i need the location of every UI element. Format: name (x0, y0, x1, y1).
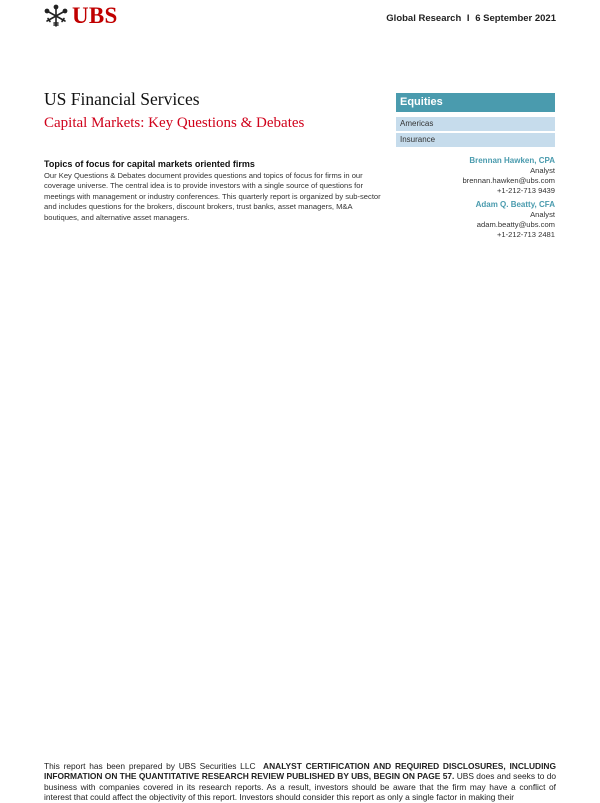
disclaimer-rest: UBS does and seeks to do business with companies covered in its research reports. As a result, investors should be aware that the firm may have a conflict of interest that could affect the objectivity of this report. Investors should consider this report as only a single factor in making their (44, 771, 557, 803)
analyst-role: Analyst (530, 166, 555, 175)
analyst-name: Brennan Hawken, CPA (469, 156, 555, 165)
report-meta (386, 13, 556, 24)
disclaimer-intro: This report has been prepared by UBS Securities LLC (44, 761, 256, 771)
classification-box (396, 93, 555, 147)
analyst-card (395, 155, 555, 196)
analyst-name: Adam Q. Beatty, CFA (475, 200, 555, 209)
analyst-email[interactable]: adam.beatty@ubs.com (476, 220, 555, 229)
classification-heading: Equities (396, 93, 555, 112)
analyst-phone: +1-212-713 2481 (496, 230, 555, 239)
meta-separator: I (466, 13, 470, 24)
ubs-logo (44, 4, 118, 28)
report-date: 6 September 2021 (475, 13, 556, 24)
analyst-role: Analyst (530, 210, 555, 219)
classification-sector: Insurance (396, 133, 555, 147)
page-subtitle: Capital Markets: Key Questions & Debates (44, 115, 305, 131)
ubs-keys-icon (44, 4, 68, 28)
disclaimer (44, 761, 556, 803)
analyst-card (395, 199, 555, 240)
page-title: US Financial Services (44, 89, 200, 109)
disclaimer-bold: ANALYST CERTIFICATION AND REQUIRED DISCLOSURES, INCLUDING INFORMATION ON THE QUANTITATIVE RESEARCH REVIEW PUBLISHED BY UBS, BEGIN ON PAGE 57. (44, 761, 556, 782)
classification-region: Americas (396, 117, 555, 131)
publication-name: Global Research (386, 13, 462, 24)
analyst-list (395, 155, 555, 243)
logo-text: UBS (72, 3, 118, 28)
analyst-phone: +1-212-713 9439 (496, 186, 555, 195)
analyst-email[interactable]: brennan.hawken@ubs.com (462, 176, 555, 185)
summary-heading: Topics of focus for capital markets oriented firms (44, 159, 255, 169)
summary-body: Our Key Questions & Debates document provides questions and topics of focus for firms in our coverage universe. The central idea is to provide investors with a single source of questions for meetings with management or industry conferences. This quarterly report is organized by sub-sector and includes questions for the brokers, discount brokers, trust banks, asset managers, M&A boutiques, and alternative asset managers. (44, 171, 381, 222)
